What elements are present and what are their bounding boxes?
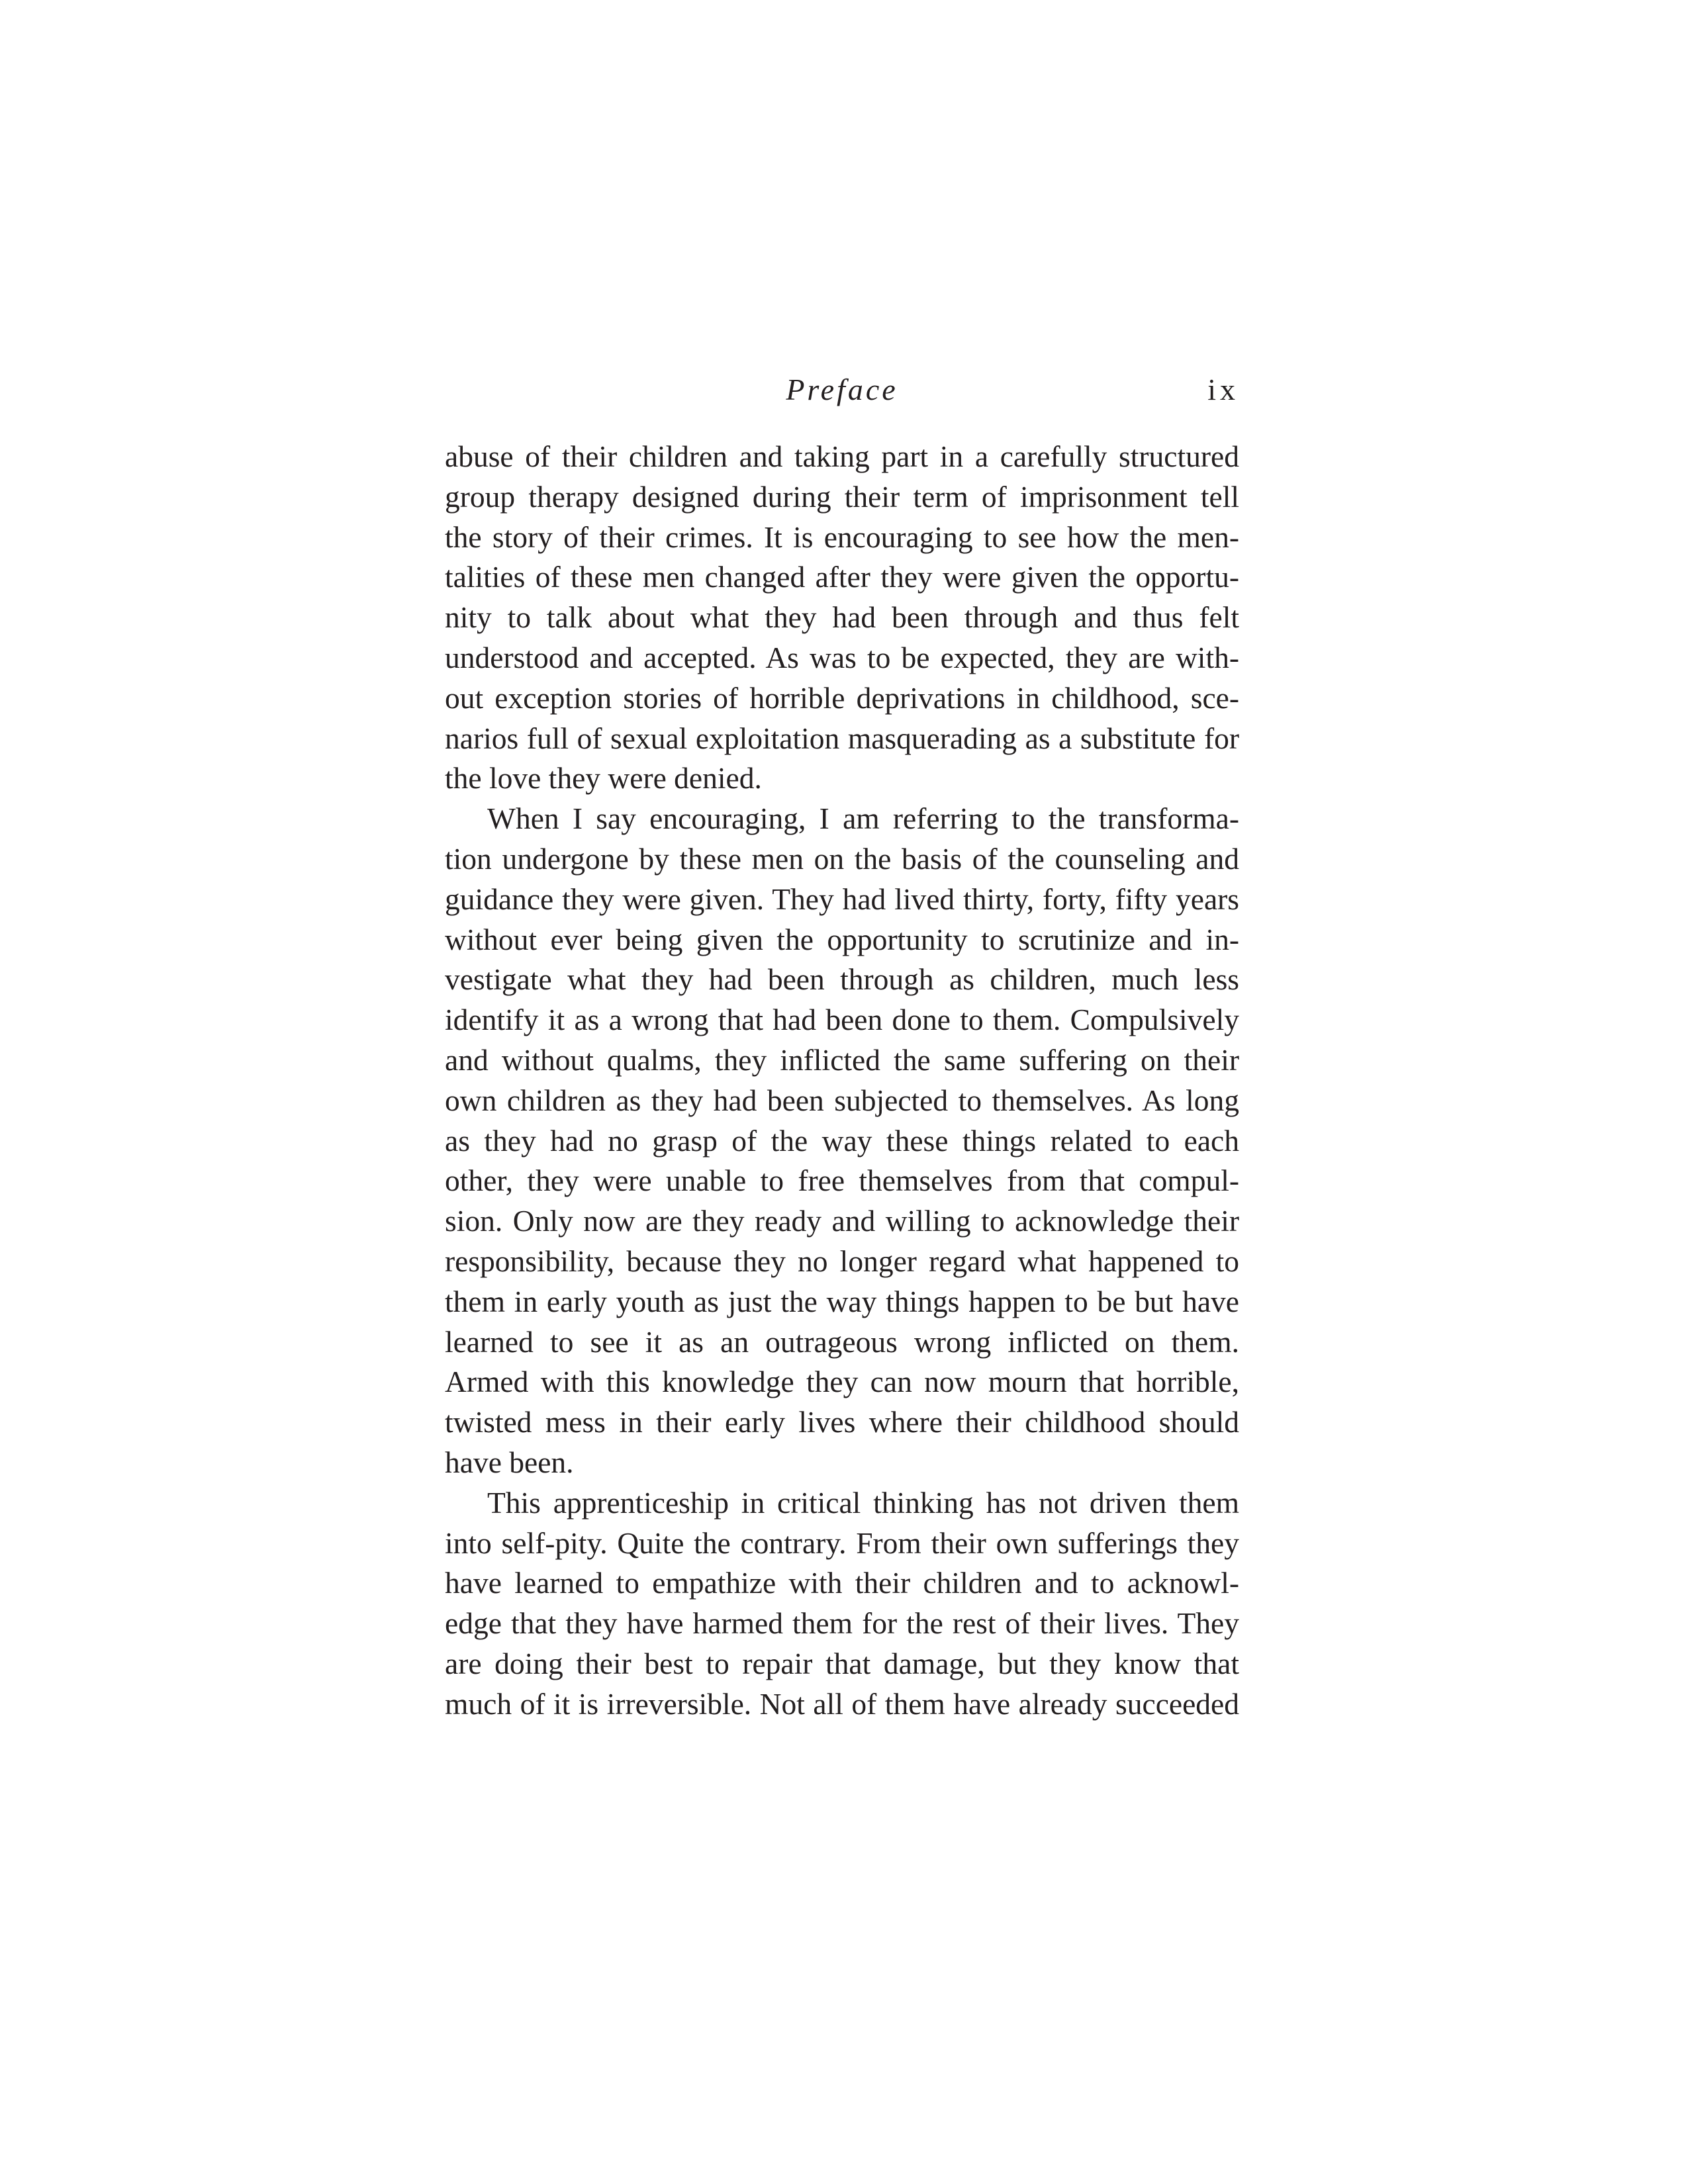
text-line: are doing their best to repair that damage, but they know that — [445, 1646, 1239, 1680]
paragraph — [445, 799, 1239, 1483]
text-line: the love they were denied. — [445, 761, 762, 796]
text-line: into self-pity. Quite the contrary. From their own sufferings they — [445, 1525, 1239, 1560]
text-line: group therapy designed during their term of imprisonment tell — [445, 479, 1239, 514]
text-line: tion undergone by these men on the basis of the counseling and — [445, 841, 1239, 876]
text-line: This apprenticeship in critical thinking has not driven them — [487, 1485, 1239, 1520]
text-line: talities of these men changed after they were given the opportu- — [445, 560, 1239, 594]
paragraph — [445, 437, 1239, 799]
text-line: understood and accepted. As was to be expected, they are with- — [445, 640, 1239, 674]
text-line: them in early youth as just the way things happen to be but have — [445, 1284, 1239, 1318]
text-line: nity to talk about what they had been through and thus felt — [445, 600, 1239, 635]
text-line: out exception stories of horrible deprivations in childhood, sce- — [445, 680, 1239, 715]
text-line: sion. Only now are they ready and willing to acknowledge their — [445, 1204, 1239, 1238]
text-line: have been. — [445, 1445, 574, 1479]
text-line: guidance they were given. They had lived thirty, forty, fifty years — [445, 882, 1239, 916]
text-line: edge that they have harmed them for the rest of their lives. They — [445, 1606, 1239, 1641]
text-line: much of it is irreversible. Not all of them have already succeeded — [445, 1686, 1239, 1721]
text-line: without ever being given the opportunity to scrutinize and in- — [445, 922, 1239, 956]
text-line: own children as they had been subjected to themselves. As long — [445, 1083, 1239, 1117]
text-line: abuse of their children and taking part in a carefully structured — [445, 439, 1239, 473]
text-line: twisted mess in their early lives where their childhood should — [445, 1405, 1239, 1439]
page-number: ix — [1207, 373, 1239, 406]
running-title: Preface — [786, 373, 898, 406]
text-line: the story of their crimes. It is encouraging to see how the men- — [445, 520, 1239, 554]
running-head — [445, 372, 1239, 418]
text-line: When I say encouraging, I am referring to the transforma- — [487, 801, 1239, 836]
body-text — [445, 437, 1239, 1725]
text-line: other, they were unable to free themselves from that compul- — [445, 1163, 1239, 1198]
text-line: narios full of sexual exploitation masquerading as a substitute for — [445, 721, 1239, 755]
text-line: and without qualms, they inflicted the same suffering on their — [445, 1042, 1239, 1077]
text-line: identify it as a wrong that had been done to them. Compulsively — [445, 1003, 1239, 1037]
text-line: responsibility, because they no longer regard what happened to — [445, 1244, 1239, 1278]
text-line: Armed with this knowledge they can now mourn that horrible, — [445, 1365, 1239, 1399]
paragraph — [445, 1483, 1239, 1725]
text-line: learned to see it as an outrageous wrong inflicted on them. — [445, 1324, 1239, 1359]
text-line: as they had no grasp of the way these things related to each — [445, 1123, 1239, 1158]
text-line: have learned to empathize with their children and to acknowl- — [445, 1566, 1239, 1600]
text-line: vestigate what they had been through as children, much less — [445, 962, 1239, 997]
